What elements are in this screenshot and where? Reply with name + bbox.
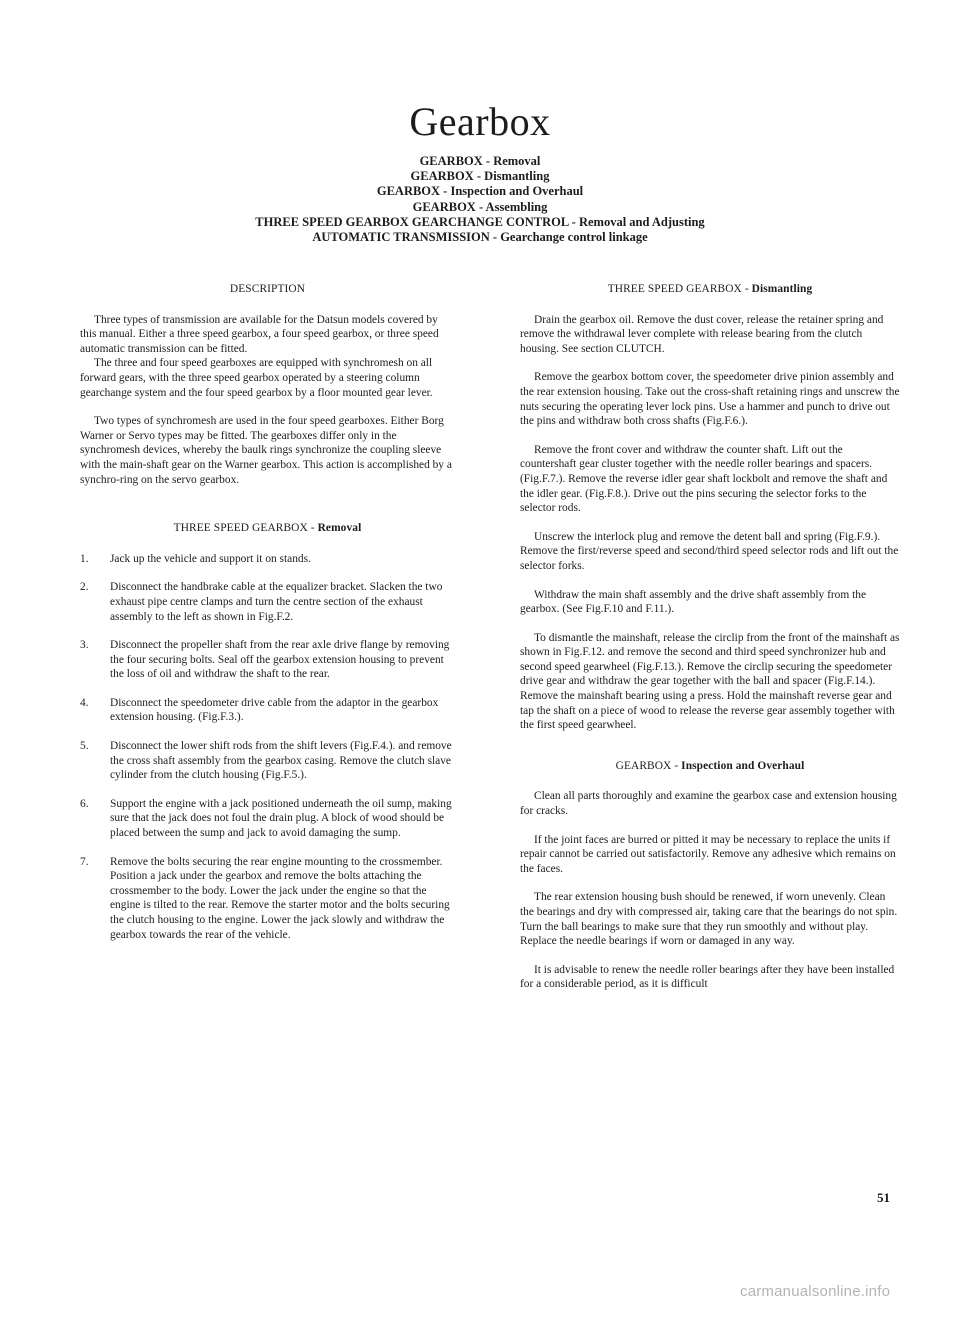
page-title: Gearbox [409,99,551,144]
step-text: Disconnect the lower shift rods from the shift levers (Fig.F.4.). and remove the cross shaft assembly from the gearbox casing. Remove the clutch slave cylinder from the clutch housing (Fig.F.5.). [110,740,452,782]
step-number: 6. [80,797,89,810]
contents-item-inspection: GEARBOX - Inspection and Overhaul [376,184,584,199]
contents-item-automatic-transmission: AUTOMATIC TRANSMISSION - Gearchange control linkage [312,230,648,245]
step-number: 2. [80,581,89,594]
dismantling-paragraph: To dismantle the mainshaft, release the circlip from the front of the mainshaft as shown in Fig.F.12. and remove the second and third speed synchronizer hub and second speed gearwheel (Fig.F.13.). Remove the circlip securing the speedometer drive gear and withdraw the gear together with the ball and spacer (Fig.F.14.). Remove the mainshaft bearing using a press. Hold the mainshaft reverse gear and tap the shaft on a piece of wood to release the reverse gear assembly together with the first speed gearwheel. [520,631,900,732]
spacer [80,501,455,521]
step-number: 3. [80,639,89,652]
contents-item-dismantling: GEARBOX - Dismantling [410,169,550,184]
contents-item-gearchange-control: THREE SPEED GEARBOX GEARCHANGE CONTROL - Removal and Adjusting [255,214,705,229]
heading-sub: Dismantling [751,283,813,295]
step-text: Disconnect the speedometer drive cable from the adaptor in the gearbox extension housing. (Fig.F.3.). [110,696,439,724]
dismantling-paragraph: Withdraw the main shaft assembly and the drive shaft assembly from the gearbox. (See Fig.F.10 and F.11.). [520,588,866,616]
removal-steps [80,552,455,942]
inspection-heading [520,759,900,774]
step-text: Remove the bolts securing the rear engine mounting to the crossmember. Position a jack under the gearbox and remove the bolts attaching the crossmember to the body. Lower the jack under the engine so that the engine is tilted to the rear. Remove the starter motor and the bolts securing the clutch housing to the engine. Lower the jack slowly and withdraw the gearbox towards the rear of the vehicle. [110,855,450,941]
dismantling-paragraph: Drain the gearbox oil. Remove the dust cover, release the retainer spring and remove the withdrawal lever complete with release bearing from the clutch housing. See section CLUTCH. [520,313,884,355]
dismantling-paragraph: Remove the gearbox bottom cover, the speedometer drive pinion assembly and the rear extension housing. Take out the cross-shaft retaining rings and unscrew the nuts securing the operating lever lock pins. Use a hammer and punch to drive out the pins and withdraw both cross shafts (Fig.F.6.). [520,371,900,428]
removal-heading [80,521,455,536]
step-number: 4. [80,696,89,709]
left-column [80,282,455,956]
section-contents-list [0,154,960,245]
inspection-paragraph: It is advisable to renew the needle roller bearings after they have been installed for a considerable period, as it is difficult [520,963,895,991]
dismantling-paragraph: Remove the front cover and withdraw the counter shaft. Lift out the countershaft gear cluster together with the needle roller bearings and spacers. (Fig.F.7.). Remove the reverse idler gear shaft lockbolt and remove the shaft and the idler gear. (Fig.F.8.). Drive out the pins securing the selector forks to the selector rods. [520,443,888,515]
heading-main: THREE SPEED GEARBOX - [607,283,752,295]
inspection-paragraph: Clean all parts thoroughly and examine the gearbox case and extension housing for cracks. [520,790,897,818]
page-number: 51 [877,1190,890,1205]
dismantling-paragraph: Unscrew the interlock plug and remove the detent ball and spring (Fig.F.9.). Remove the first/reverse speed and second/third speed selector rods and lift out the selector forks. [520,530,899,572]
list-item [80,696,455,725]
contents-item-assembling: GEARBOX - Assembling [412,199,548,214]
heading-sub: Removal [317,522,362,535]
dismantling-heading [520,282,900,297]
inspection-paragraph: The rear extension housing bush should be renewed, if worn unevenly. Clean the bearings and dry with compressed air, taking care that the bearings do not spin. Turn the ball bearings to make sure that they run smoothly and without play. Replace the needle bearings if worn or damaged in any way. [520,891,898,948]
watermark: carmanualsonline.info [740,1283,891,1300]
heading-main: THREE SPEED GEARBOX - [173,522,318,535]
list-item [80,638,455,682]
right-column [520,282,900,1006]
heading-main: GEARBOX - [615,759,682,772]
list-item [80,855,455,943]
description-paragraph: The three and four speed gearboxes are equipped with synchromesh on all forward gears, with the three speed gearbox operated by a steering column gearchange system and the four speed gearbox by a floor mounted gear lever. [80,357,433,399]
heading-sub: Inspection and Overhaul [681,759,805,772]
description-heading: DESCRIPTION [229,283,306,295]
step-text: Disconnect the propeller shaft from the rear axle drive flange by removing the four securing bolts. Seal off the gearbox extension housing to prevent the loss of oil and withdraw the shaft to the rear. [110,639,450,681]
list-item [80,797,455,841]
step-number: 7. [80,855,89,868]
contents-item-removal: GEARBOX - Removal [419,154,541,168]
description-paragraph: Three types of transmission are available for the Datsun models covered by this manual. Either a three speed gearbox, a four speed gearbox, or three speed automatic transmission can be fitted. [80,313,439,355]
list-item [80,739,455,783]
description-paragraph: Two types of synchromesh are used in the four speed gearboxes. Either Borg Warner or Servo types may be fitted. The gearboxes differ only in the synchromesh devices, whereby the baulk rings synchronize the coupling sleeve with the main-shaft gear on the Warner gearbox. This action is accomplished by a synchro-ring on the servo gearbox. [80,415,452,486]
step-text: Disconnect the handbrake cable at the equalizer bracket. Slacken the two exhaust pipe centre clamps and turn the centre section of the exhaust assembly to the left as shown in Fig.F.2. [110,581,443,623]
inspection-paragraph: If the joint faces are burred or pitted it may be necessary to replace the units if repair cannot be carried out satisfactorily. Remove any adhesive which remains on the faces. [520,833,896,875]
step-text: Support the engine with a jack positioned underneath the oil sump, making sure that the jack does not foul the drain plug. A block of wood should be placed between the sump and jack to avoid damaging the sump. [110,797,452,840]
step-number: 5. [80,740,89,753]
list-item [80,552,455,567]
list-item [80,580,455,624]
spacer [520,747,900,759]
step-number: 1. [80,552,89,565]
step-text: Jack up the vehicle and support it on stands. [110,552,311,565]
